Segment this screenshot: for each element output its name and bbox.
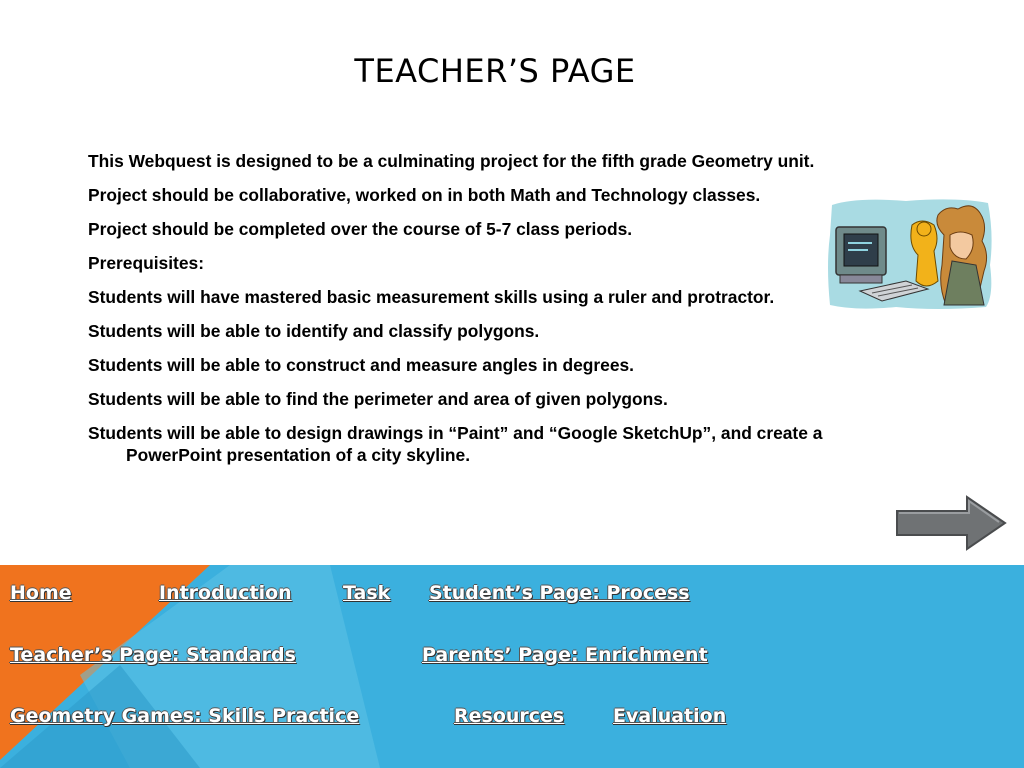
next-slide-arrow-icon[interactable]: [893, 493, 1009, 551]
nav-introduction-link[interactable]: Introduction: [159, 582, 292, 604]
teacher-computer-clipart: [826, 195, 996, 313]
nav-resources-link[interactable]: Resources: [454, 705, 565, 727]
bullet-item: Students will be able to construct and measure angles in degrees.: [88, 355, 635, 375]
bullet-item: Students will be able to design drawings in “Paint” and “Google SketchUp”, and create a PowerPoint presentation of a city skyline.: [88, 423, 823, 465]
bullet-item: Prerequisites:: [88, 253, 204, 273]
bullet-item: Students will have mastered basic measurement skills using a ruler and protractor.: [88, 287, 775, 307]
nav-geometry-games-link[interactable]: Geometry Games: Skills Practice: [10, 705, 360, 727]
nav-teacher-standards-link[interactable]: Teacher’s Page: Standards: [10, 644, 296, 666]
slide-title: TEACHER’S PAGE: [354, 52, 636, 90]
bullet-list: [88, 150, 918, 478]
nav-parents-enrichment-link[interactable]: Parents’ Page: Enrichment: [422, 644, 708, 666]
bullet-item: Project should be completed over the course of 5-7 class periods.: [88, 219, 633, 239]
nav-home-link[interactable]: Home: [10, 582, 72, 604]
nav-task-link[interactable]: Task: [343, 582, 391, 604]
bullet-item: This Webquest is designed to be a culminating project for the fifth grade Geometry unit.: [88, 151, 815, 171]
nav-student-process-link[interactable]: Student’s Page: Process: [429, 582, 690, 604]
nav-evaluation-link[interactable]: Evaluation: [613, 705, 727, 727]
bullet-item: Students will be able to identify and classify polygons.: [88, 321, 540, 341]
bullet-item: Project should be collaborative, worked on in both Math and Technology classes.: [88, 185, 761, 205]
bullet-item: Students will be able to find the perimeter and area of given polygons.: [88, 389, 668, 409]
navigation-footer: [0, 565, 1024, 768]
